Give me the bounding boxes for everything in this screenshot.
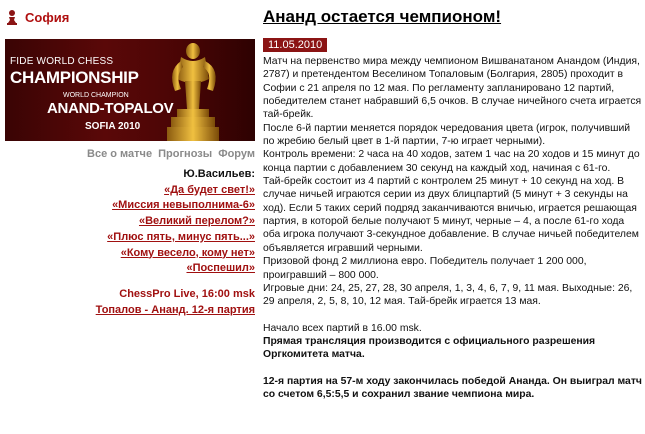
paragraph-prize-fund: Призовой фонд 2 миллиона евро. Победитель получает 1 200 000, проигравший – 800 000. bbox=[263, 256, 587, 281]
article-link[interactable]: «Плюс пять, минус пять...» bbox=[107, 230, 255, 243]
paragraph-result: 12-я партия на 57-м ходу закончилась победой Ананда. Он выиграл матч со счетом 6,5:5,5 и сохранил звание чемпиона мира. bbox=[263, 375, 642, 400]
paragraph-tiebreak: Тай-брейк состоит из 4 партий с контролем 25 минут + 10 секунд на ход. В случае ничьей играются серии из двух блицпартий (5 минут + 3 секунды на ход). Если 5 таких серий подряд заканчиваются вничью, играется решающая партия, в которой белые получают 5 минут, черные – 4, а после 61-го хода оба игрока получают 3-секундное добавление. В случае ничьей победителем объявляется игравший черными. bbox=[263, 176, 639, 254]
banner-line-4: ANAND-TOPALOV bbox=[47, 100, 174, 117]
championship-banner[interactable] bbox=[5, 39, 255, 141]
submenu-all-about-match[interactable]: Все о матче bbox=[87, 148, 153, 160]
live-game-link[interactable]: Топалов - Ананд. 12-я партия bbox=[95, 303, 255, 316]
banner-line-1: FIDE WORLD CHESS bbox=[10, 56, 114, 67]
author-name: Ю.Васильев: bbox=[183, 168, 255, 180]
live-label: ChessPro Live, 16:00 msk bbox=[119, 287, 255, 300]
article-body bbox=[263, 55, 643, 401]
article-link[interactable]: «Да будет свет!» bbox=[164, 183, 255, 196]
article-link[interactable]: «Миссия невыполнима-6» bbox=[112, 199, 255, 212]
city-label: София bbox=[25, 9, 70, 25]
trophy-icon bbox=[155, 39, 255, 141]
paragraph-game-days: Игровые дни: 24, 25, 27, 28, 30 апреля, 1, 3, 4, 6, 7, 9, 11 мая. Выходные: 26, 29 апреля, 2, 5, 8, 10, 12 мая. Тай-брейк играется 13 мая. bbox=[263, 282, 633, 308]
paragraph-broadcast: Прямая трансляция производится с официального разрешения Оргкомитета матча. bbox=[263, 335, 596, 361]
city-heading bbox=[5, 9, 69, 25]
paragraph-time-control: Контроль времени: 2 часа на 40 ходов, затем 1 час на 20 ходов и 15 минут до конца партии с добавлением 30 секунд на каждый ход, начиная с 61-го. bbox=[263, 149, 640, 174]
article-link[interactable]: «Кому весело, кому нет» bbox=[120, 246, 255, 259]
articles-list bbox=[96, 167, 255, 318]
paragraph-start-time: Начало всех партий в 16.00 msk. bbox=[263, 322, 422, 334]
paragraph-color-order: После 6-й партии меняется порядок чередования цвета (игрок, получивший по жребию белый цвет в 1-й партии, 7-ю играет черными). bbox=[263, 122, 631, 148]
banner-line-2: CHAMPIONSHIP bbox=[10, 68, 139, 87]
submenu-predictions[interactable]: Прогнозы bbox=[158, 148, 213, 160]
article-title[interactable]: Ананд остается чемпионом! bbox=[263, 7, 502, 26]
banner-line-5: SOFIA 2010 bbox=[85, 121, 141, 132]
submenu-forum[interactable]: Форум bbox=[218, 148, 255, 160]
chess-pawn-icon bbox=[5, 9, 19, 25]
date-badge: 11.05.2010 bbox=[263, 38, 327, 52]
article-link[interactable]: «Поспешил» bbox=[186, 262, 255, 275]
match-submenu bbox=[84, 148, 255, 160]
banner-line-3: WORLD CHAMPION bbox=[63, 92, 129, 99]
paragraph-intro: Матч на первенство мира между чемпионом Вишванатаном Анандом (Индия, 2787) и претендентом Веселином Топаловым (Болгария, 2805) проходит в Софии с 21 апреля по 12 мая. По регламенту запланировано 12 партий, победителем станет набравший 6,5 очков. В случае ничейного счета играется тай-брейк. bbox=[263, 56, 642, 121]
article-link[interactable]: «Великий перелом?» bbox=[138, 215, 255, 228]
